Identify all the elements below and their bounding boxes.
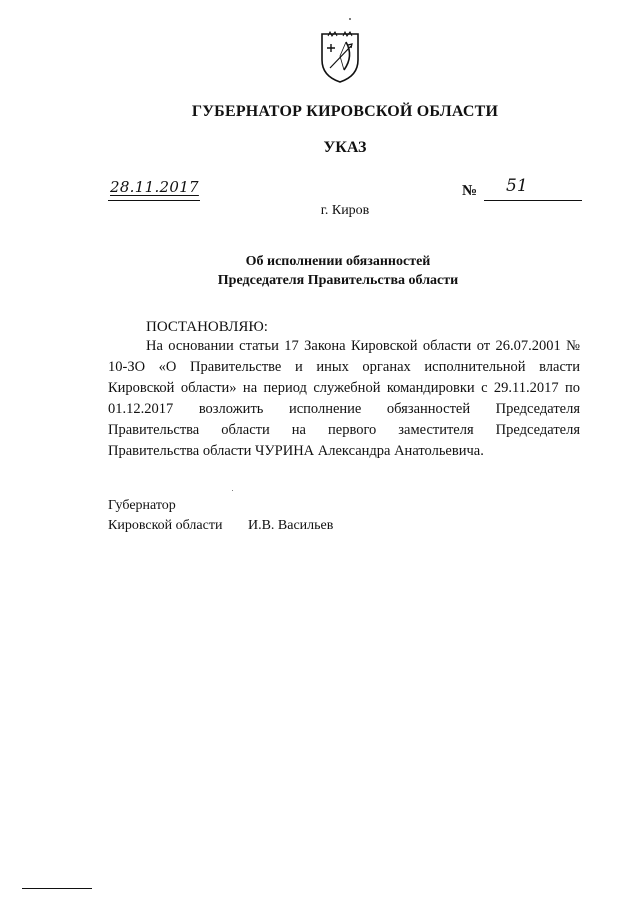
scan-speck [349, 18, 351, 20]
footer-rule [22, 888, 92, 889]
decree-word: ПОСТАНОВЛЯЮ: [146, 319, 268, 335]
signature-position-line-2: Кировской области [108, 518, 223, 533]
signatory-name: И.В. Васильев [247, 518, 334, 533]
document-title [0, 252, 640, 290]
number-underline [484, 180, 582, 201]
document-type: УКАЗ [323, 139, 367, 156]
title-line-1: Об исполнении обязанностей [245, 254, 431, 269]
signature-position-line-1: Губернатор [108, 498, 176, 513]
title-line-2: Председателя Правительства области [217, 273, 459, 288]
signature-row [108, 516, 333, 536]
coat-of-arms-icon [318, 30, 362, 84]
city: г. Киров [320, 203, 370, 218]
document-date: 28.11.2017 [110, 178, 199, 196]
issuing-authority: ГУБЕРНАТОР КИРОВСКОЙ ОБЛАСТИ [191, 103, 499, 120]
document-number: 51 [506, 176, 528, 196]
body-paragraph: На основании статьи 17 Закона Кировской области от 26.07.2001 № 10-ЗО «О Правительстве и иных органах исполнительной власти Кировской области» на период служебной командировки с 29.11.2017 по 01.12.2017 возложить исполнение обязанностей Председателя Правительства области на первого заместителя Председателя Правительства области ЧУРИНА Александра Анатольевича. [108, 338, 580, 459]
signature-block [108, 496, 333, 536]
number-label: № [462, 183, 478, 199]
scan-speck [232, 490, 233, 491]
